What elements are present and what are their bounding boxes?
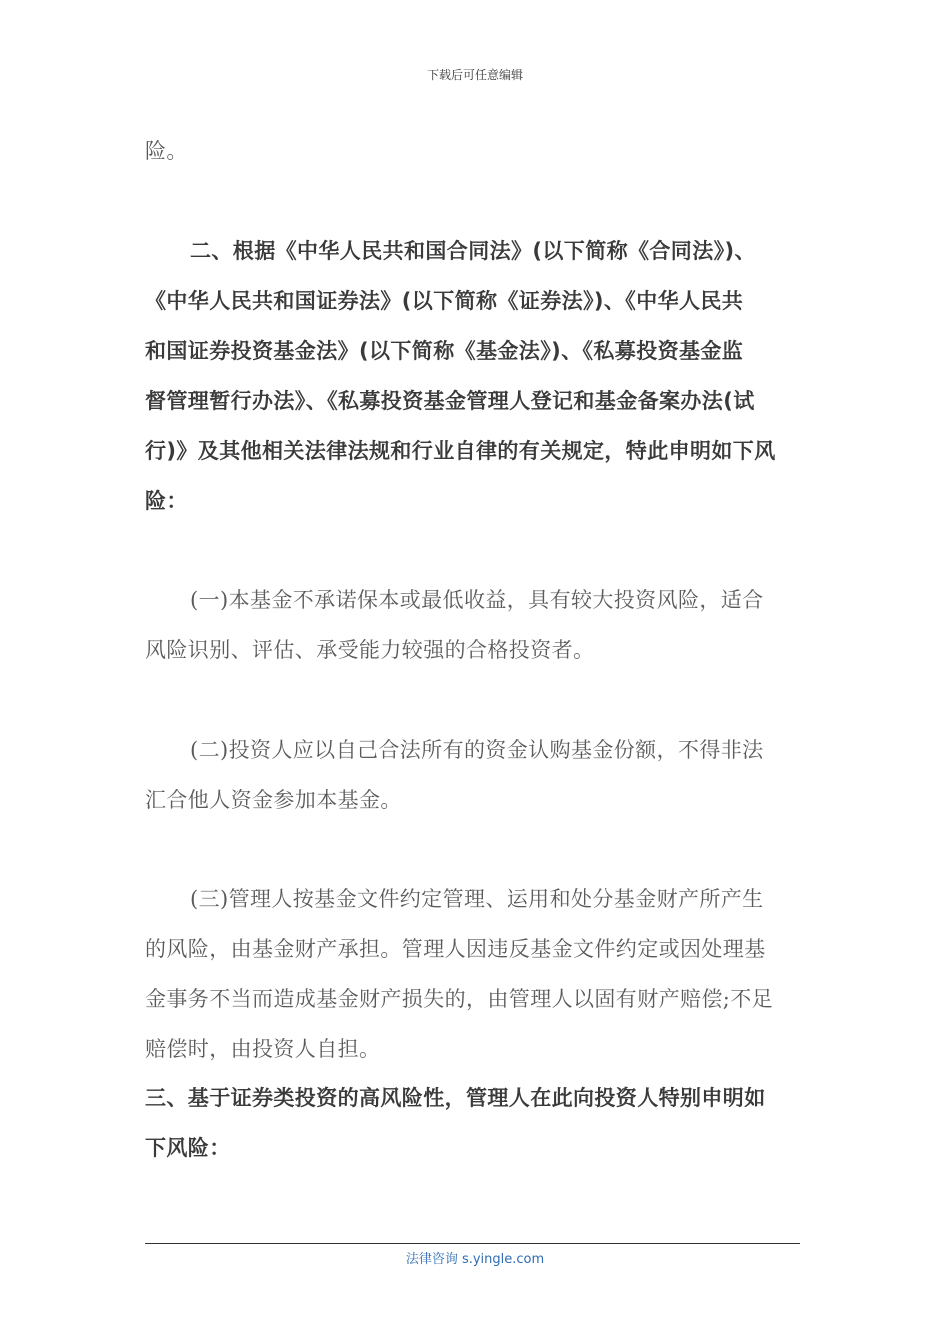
footer-link[interactable]: 法律咨询 s.yingle.com	[405, 1252, 545, 1267]
section-heading-line: 督管理暂行办法》、《私募投资基金管理人登记和基金备案办法(试	[145, 389, 755, 413]
text-line: 险。	[145, 139, 188, 163]
page-header: 下载后可任意编辑	[426, 68, 523, 82]
text-line: 汇合他人资金参加本基金。	[145, 788, 402, 812]
section-heading-line: 险：	[145, 489, 188, 513]
text-line: (一)本基金不承诺保本或最低收益，具有较大投资风险，适合	[190, 588, 764, 612]
text-line: 风险识别、评估、承受能力较强的合格投资者。	[145, 638, 595, 662]
text-line: 赔偿时，由投资人自担。	[145, 1037, 381, 1061]
section-heading-line: 三、基于证券类投资的高风险性，管理人在此向投资人特别申明如	[145, 1086, 766, 1110]
section-heading-line: 《中华人民共和国证券法》(以下简称《证券法》)、《中华人民共	[145, 289, 744, 313]
section-heading-line: 和国证券投资基金法》(以下简称《基金法》)、《私募投资基金监	[145, 339, 744, 363]
footer-divider	[145, 1243, 800, 1244]
section-heading-line: 下风险：	[145, 1136, 231, 1160]
section-heading-line: 二、根据《中华人民共和国合同法》(以下简称《合同法》)、	[190, 239, 756, 263]
text-line: 金事务不当而造成基金财产损失的，由管理人以固有财产赔偿;不足	[145, 987, 774, 1011]
section-heading-line: 行)》及其他相关法律法规和行业自律的有关规定，特此申明如下风	[145, 439, 776, 463]
text-line: 的风险，由基金财产承担。管理人因违反基金文件约定或因处理基	[145, 937, 766, 961]
text-line: (二)投资人应以自己合法所有的资金认购基金份额，不得非法	[190, 738, 764, 762]
text-line: (三)管理人按基金文件约定管理、运用和处分基金财产所产生	[190, 887, 764, 911]
